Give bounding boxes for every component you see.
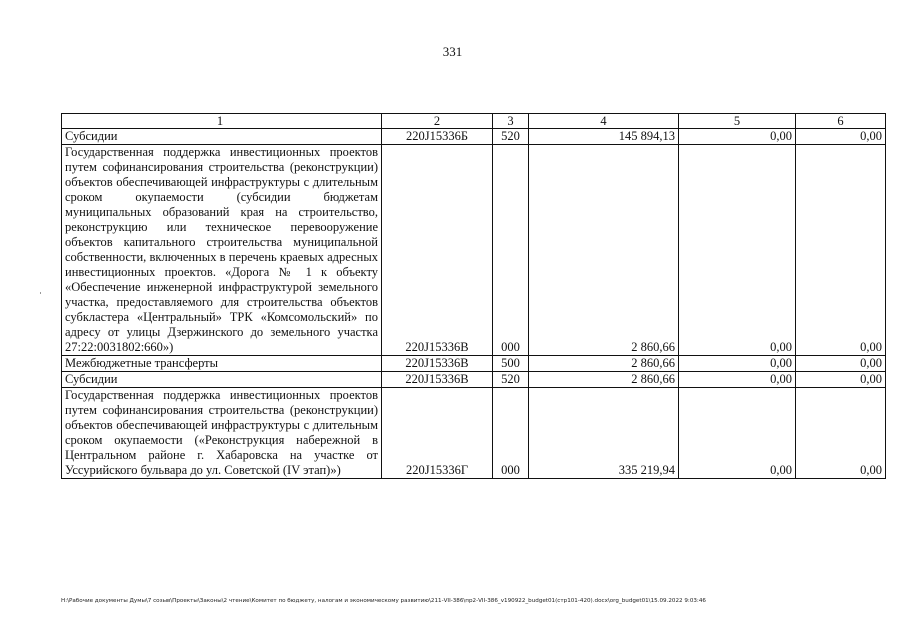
row-value-6: 0,00 [796, 129, 886, 145]
file-path-footer: H:\Рабочие документы Думы\7 созыв\Проекты\Законы\2 чтение\Комитет по бюджету, налогам и экономическому развитию\211-VII-386\пр2-VII-386_v190922_budget01(стр101-420).docx\org_budget01\15.09.2022 9:03:46 [61, 598, 706, 604]
row-type: 500 [493, 356, 529, 372]
header-col-6: 6 [796, 114, 886, 129]
table-row [62, 145, 886, 356]
row-code: 220J15336В [382, 372, 493, 388]
row-code: 220J15336В [382, 145, 493, 356]
row-type: 520 [493, 129, 529, 145]
row-value-4: 2 860,66 [529, 372, 679, 388]
table-row [62, 372, 886, 388]
row-value-5: 0,00 [679, 356, 796, 372]
row-type: 000 [493, 145, 529, 356]
row-name: Субсидии [62, 372, 382, 388]
row-value-4: 145 894,13 [529, 129, 679, 145]
row-value-5: 0,00 [679, 388, 796, 479]
row-name: Субсидии [62, 129, 382, 145]
budget-table [61, 113, 886, 479]
row-value-6: 0,00 [796, 372, 886, 388]
row-name: Государственная поддержка инвестиционных проектов путем софинансирования строительства (реконструкции) объектов обеспечивающей инфраструктуры с длительным сроком окупаемости (субсидии бюджетам муниципальных образований края на строительство, реконструкцию или техническое перевооружение объектов капитального строительства муниципальной собственности, включенных в перечень краевых адресных инвестиционных проектов. «Дорога № 1 к объекту «Обеспечение инженерной инфраструктурой земельного участка, предоставляемого для строительства объектов субкластера «Центральный» ТРК «Комсомольский» по адресу от улицы Дзержинского до земельного участка 27:22:0031802:660») [62, 145, 382, 356]
row-value-5: 0,00 [679, 145, 796, 356]
row-value-4: 335 219,94 [529, 388, 679, 479]
row-value-4: 2 860,66 [529, 356, 679, 372]
header-col-2: 2 [382, 114, 493, 129]
row-value-6: 0,00 [796, 145, 886, 356]
row-code: 220J15336Г [382, 388, 493, 479]
header-col-1: 1 [62, 114, 382, 129]
scan-artifact [40, 292, 41, 294]
table-row [62, 129, 886, 145]
row-type: 000 [493, 388, 529, 479]
row-value-6: 0,00 [796, 356, 886, 372]
row-code: 220J15336Б [382, 129, 493, 145]
row-value-5: 0,00 [679, 129, 796, 145]
header-row [62, 114, 886, 129]
header-col-5: 5 [679, 114, 796, 129]
row-code: 220J15336В [382, 356, 493, 372]
header-col-3: 3 [493, 114, 529, 129]
row-value-6: 0,00 [796, 388, 886, 479]
row-type: 520 [493, 372, 529, 388]
table-row [62, 356, 886, 372]
row-name: Межбюджетные трансферты [62, 356, 382, 372]
row-value-4: 2 860,66 [529, 145, 679, 356]
row-name: Государственная поддержка инвестиционных проектов путем софинансирования строительства (реконструкции) объектов обеспечивающей инфраструктуры с длительным сроком окупаемости («Реконструкция набережной в Центральном районе г. Хабаровска на участке от Уссурийского бульвара до ул. Советской (IV этап)») [62, 388, 382, 479]
row-value-5: 0,00 [679, 372, 796, 388]
header-col-4: 4 [529, 114, 679, 129]
page-number: 331 [442, 44, 463, 59]
table-row [62, 388, 886, 479]
